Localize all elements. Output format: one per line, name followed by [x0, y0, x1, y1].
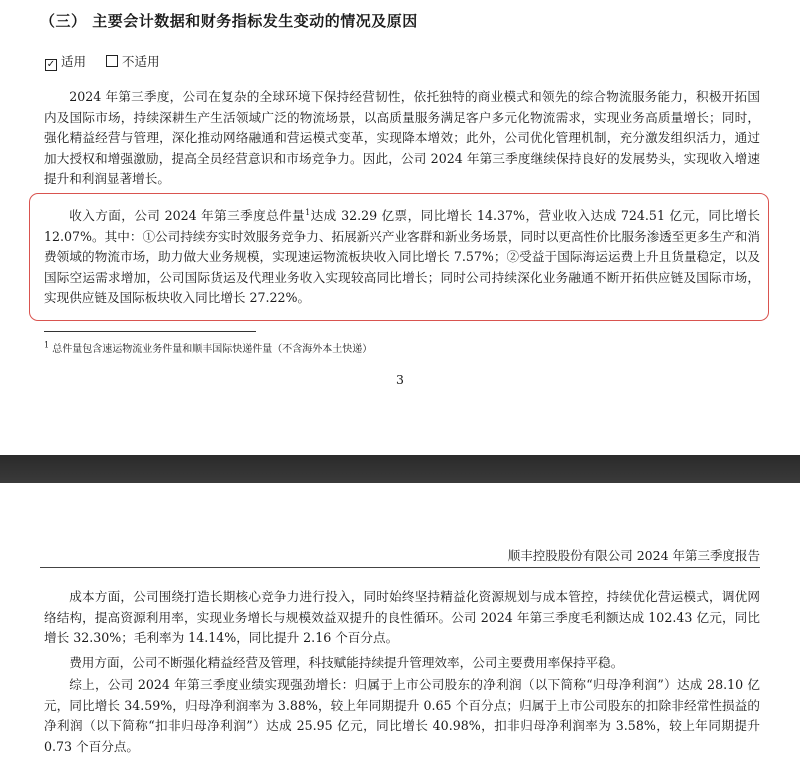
revenue-text-b: 达成 32.29 亿票，同比增长 14.37%，营业收入达成 724.51 亿元，同比增长 12.07%。其中：①公司持续夯实时效服务竞争力、拓展新兴产业客群和新业务场景，同时以更高性价比服务渗透至更多生产和消费领域的物流市场，助力做大业务规模，实现速运物流板块收入同比增长 7.57%；②受益于国际海运运费上升且货量稳定，以及国际空运需求增加，公司国际货运及代理业务收入实现较高同比增长；同时公司持续深化业务融通不断开拓供应链及国际市场，实现供应链及国际板块收入同比增长 27.22%。 — [44, 208, 761, 306]
footnote-text: 总件量包含速运物流业务件量和顺丰国际快递件量（不含海外本土快递） — [52, 344, 373, 355]
footnote-marker: 1 — [44, 340, 50, 350]
page-number: 3 — [396, 372, 404, 387]
checked-box-icon: ✓ — [46, 59, 56, 70]
label-applicable: 适用 — [61, 54, 87, 69]
section-title: （三） 主要会计数据和财务指标发生变动的情况及原因 — [40, 12, 418, 30]
paragraph-summary: 综上，公司 2024 年第三季度业绩实现强劲增长：归属于上市公司股东的净利润（以下简称“归母净利润”）达成 28.10 亿元，同比增长 34.59%，归母净利润率为 3.88%，较上年同期提升 0.65 个百分点；归属于上市公司股东的扣除非经常性损益的净利润（以下简称“扣非归母净利润”）达成 25.95 亿元，同比增长 40.98%，扣非归母净利润率为 3.58%，较上年同期提升 0.73 个百分点。 — [44, 677, 760, 754]
paragraph-overview: 2024 年第三季度，公司在复杂的全球环境下保持经营韧性，依托独特的商业模式和领先的综合物流服务能力，积极开拓国内及国际市场，持续深耕生产生活领域广泛的物流场景，以高质量服务满足客户多元化物流需求，实现业务高质量增长；同时，强化精益经营与管理，深化推动网络融通和营运模式变革，实现降本增效；此外，公司优化管理机制，充分激发组织活力，通过加大授权和增强激励，提高全员经营意识和市场竞争力。因此，公司 2024 年第三季度继续保持良好的发展势头，实现收入增速提升和利润显著增长。 — [44, 89, 760, 186]
page-header: 顺丰控股股份有限公司 2024 年第三季度报告 — [507, 548, 760, 563]
unchecked-box-icon — [106, 55, 118, 67]
revenue-text-a: 收入方面，公司 2024 年第三季度总件量 — [69, 208, 306, 224]
paragraph-expense: 费用方面，公司不断强化精益经营及管理，科技赋能持续提升管理效率，公司主要费用率保持平稳。 — [69, 655, 624, 670]
paragraph-cost: 成本方面，公司围绕打造长期核心竞争力进行投入，同时始终坚持精益化资源规划与成本管控，持续优化营运模式，调优网络结构，提高资源利用率，实现业务增长与规模效益双提升的良性循环。公司 2024 年第三季度毛利额达成 102.43 亿元，同比增长 32.30%；毛利率为 14.14%，同比提升 2.16 个百分点。 — [44, 589, 760, 645]
footnote-ref: 1 — [305, 208, 311, 217]
page-separator — [0, 455, 800, 483]
header-rule — [40, 567, 760, 568]
footnote-rule — [44, 331, 256, 332]
report-page-4 — [0, 483, 800, 769]
paragraph-revenue — [44, 203, 760, 309]
footnote — [44, 340, 372, 355]
label-not-applicable: 不适用 — [121, 54, 160, 69]
applicability-checks — [45, 52, 160, 71]
